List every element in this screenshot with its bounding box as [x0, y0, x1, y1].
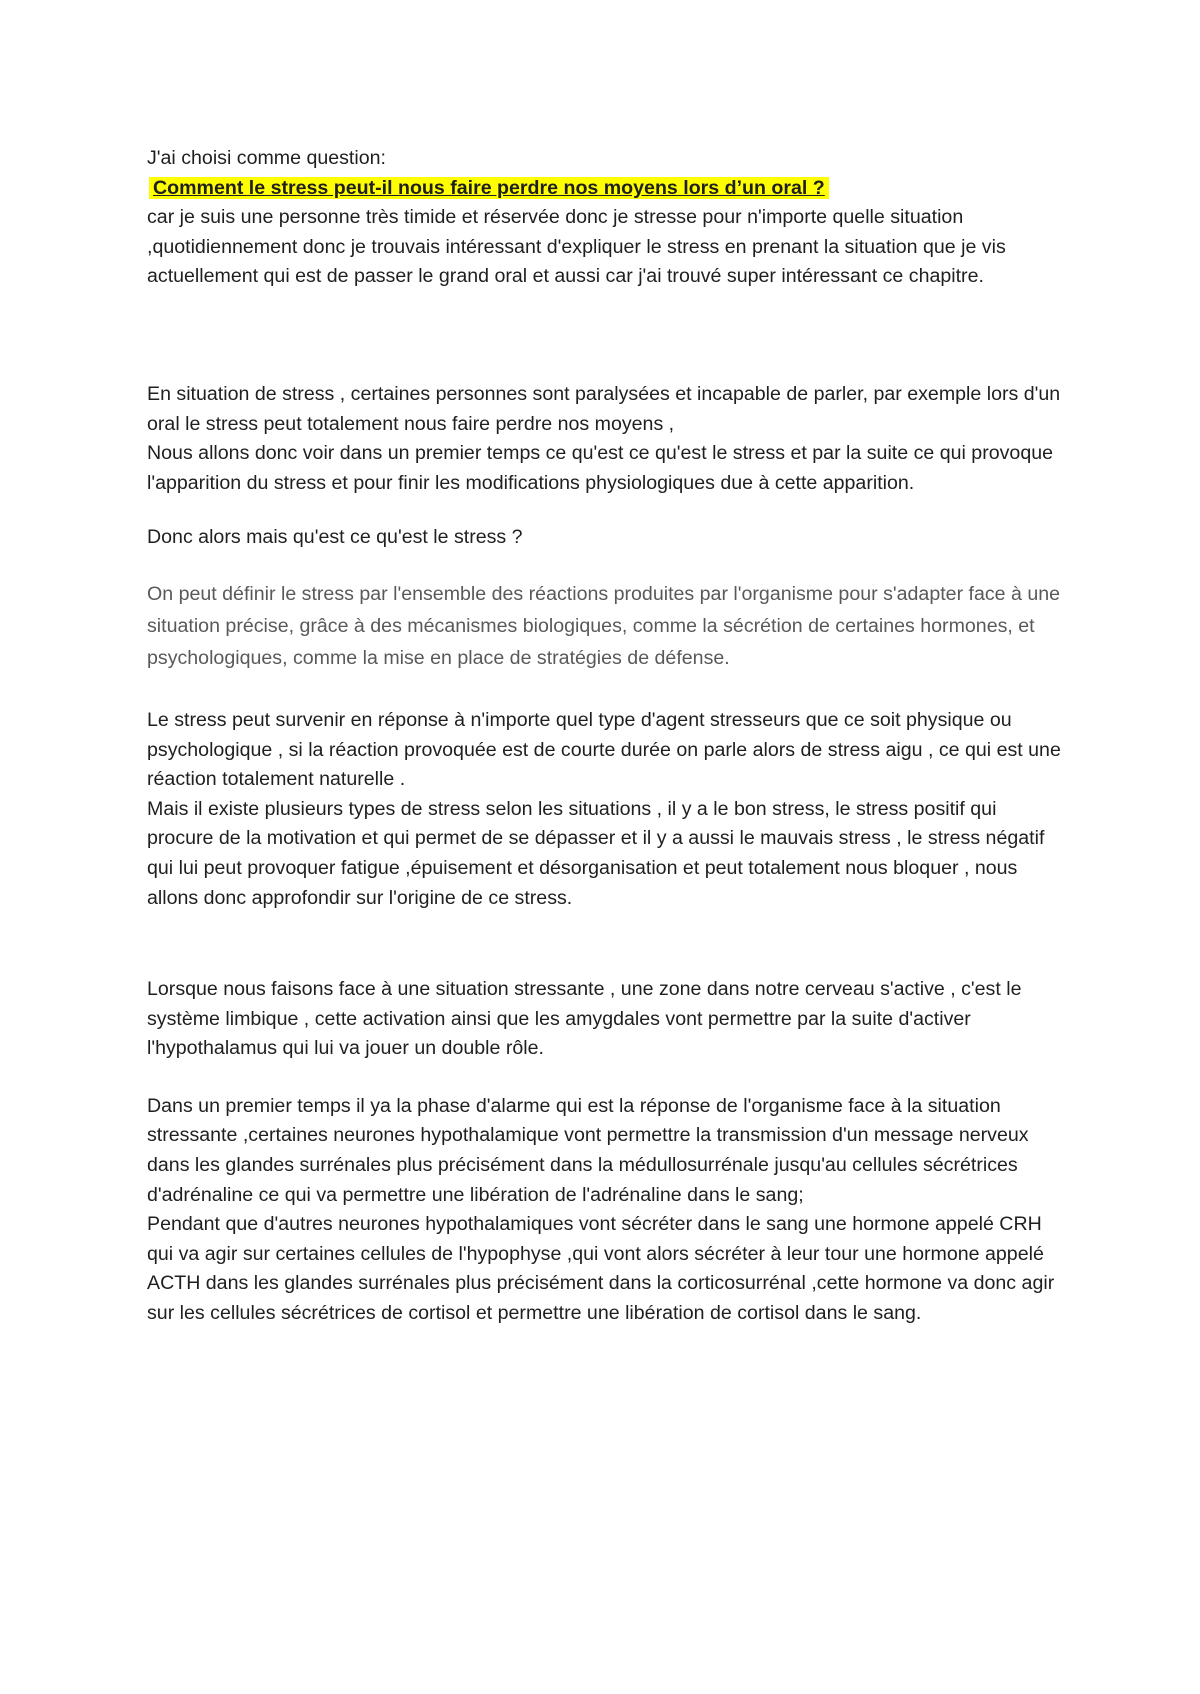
spacer — [147, 913, 1067, 975]
document-page — [147, 144, 1067, 1329]
spacer — [147, 292, 1067, 380]
paragraph-alarm-phase: Dans un premier temps il ya la phase d'alarme qui est la réponse de l'organisme face à la situation stressante ,certaines neurones hypothalamique vont permettre la transmission d'un message nerveux dans les glandes surrénales plus précisément dans la médullosurrénale jusqu'au cellules sécrétrices d'adrénaline ce qui va permettre une libération de l'adrénaline dans le sang; — [147, 1094, 1029, 1206]
paragraph-limbic-system: Lorsque nous faisons face à une situation stressante , une zone dans notre cerveau s'active , c'est le système limbique , cette activation ainsi que les amygdales vont permettre par la suite d'activer l'hypothalamus qui lui va jouer un double rôle. — [147, 978, 1022, 1060]
paragraph-acute-stress: Le stress peut survenir en réponse à n'importe quel type d'agent stresseurs que ce soit physique ou psychologique , si la réaction provoquée est de courte durée on parle alors de stress aigu , ce qui est une réaction totalement naturelle . — [147, 708, 1061, 791]
spacer — [147, 553, 1067, 578]
spacer — [147, 1064, 1067, 1092]
paragraph-definition: On peut définir le stress par l'ensemble des réactions produites par l'organisme pour s'adapter face à une situation précise, grâce à des mécanismes biologiques, comme la sécrétion de certaines hormones, et psychologiques, comme la mise en place de stratégies de défense. — [147, 582, 1061, 669]
paragraph-hormones: Pendant que d'autres neurones hypothalamiques vont sécréter dans le sang une hormone appelé CRH qui va agir sur certaines cellules de l'hypophyse ,qui vont alors sécréter à leur tour une hormone appelé ACTH dans les glandes surrénales plus précisément dans la corticosurrénal ,cette hormone va donc agir sur les cellules sécrétrices de cortisol et permettre une libération de cortisol dans le sang. — [147, 1213, 1055, 1325]
spacer — [147, 674, 1067, 706]
paragraph-stress-types: Mais il existe plusieurs types de stress selon les situations , il y a le bon stress, le stress positif qui procure de la motivation et qui permet de se dépasser et il y a aussi le mauvais stress , le stress négatif qui lui peut provoquer fatigue ,épuisement et désorganisation et peut totalement nous bloquer , nous allons donc approfondir sur l'origine de ce stress. — [147, 797, 1045, 909]
intro-label: J'ai choisi comme question: — [147, 147, 386, 169]
paragraph-question-2: Donc alors mais qu'est ce qu'est le stress ? — [147, 526, 523, 549]
question-line — [147, 174, 1067, 204]
paragraph-situation: En situation de stress , certaines personnes sont paralysées et incapable de parler, par exemple lors d'un oral le stress peut totalement nous faire perdre nos moyens , — [147, 382, 1061, 435]
paragraph-plan: Nous allons donc voir dans un premier temps ce qu'est ce qu'est le stress et par la suite ce qui provoque l'apparition du stress et pour finir les modifications physiologiques due à cette apparition. — [147, 442, 1054, 494]
spacer — [147, 498, 1067, 523]
intro-paragraph: car je suis une personne très timide et réservée donc je stresse pour n'importe quelle situation ,quotidiennement donc je trouvais intéressant d'expliquer le stress en prenant la situation que je vis actuellement qui est de passer le grand oral et aussi car j'ai trouvé super intéressant ce chapitre. — [147, 206, 1006, 288]
highlighted-question: Comment le stress peut-il nous faire perdre nos moyens lors d’un oral ? — [149, 177, 829, 199]
